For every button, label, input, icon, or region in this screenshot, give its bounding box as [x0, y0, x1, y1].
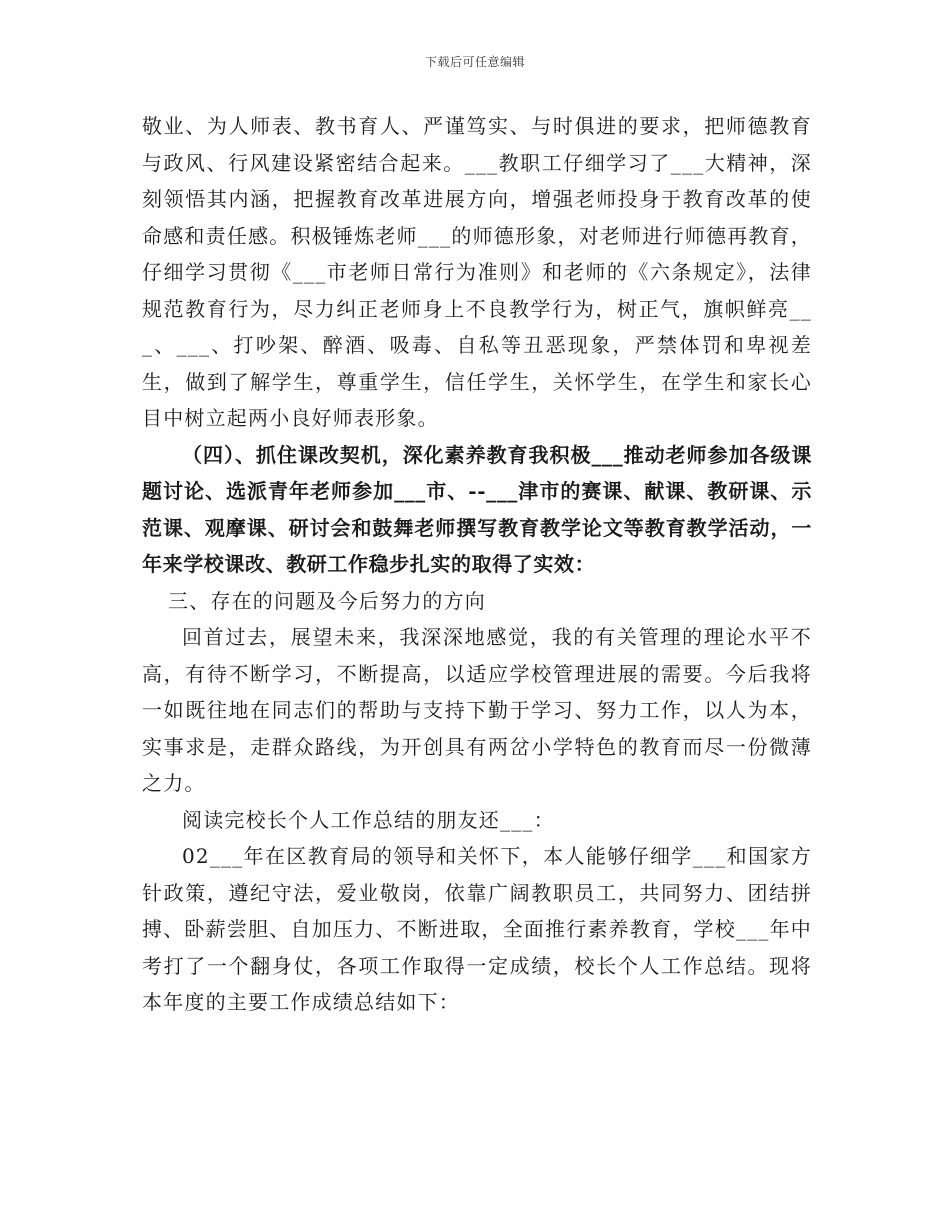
document-body: [142, 108, 812, 1021]
paragraph-annual-summary: 02___年在区教育局的领导和关怀下，本人能够仔细学___和国家方针政策，遵纪守法，爱业敬岗，依靠广阔教职员工，共同努力、团结拼搏、卧薪尝胆、自加压力、不断进取，全面推行素养教育，学校___年中考打了一个翻身仗，各项工作取得一定成绩，校长个人工作总结。现将本年度的主要工作成绩总结如下：: [142, 844, 812, 1014]
section-heading-problems: 三、存在的问题及今后努力的方向: [168, 588, 486, 613]
paragraph-reader-note: 阅读完校长个人工作总结的朋友还___：: [182, 807, 555, 832]
paragraph-teacher-ethics: 敬业、为人师表、教书育人、严谨笃实、与时俱进的要求，把师德教育与政风、行风建设紧密结合起来。___教职工仔细学习了___大精神，深刻领悟其内涵，把握教育改革进展方向，增强老师投身于教育改革的使命感和责任感。积极锤炼老师___的师德形象，对老师进行师德再教育，仔细学习贯彻《___市老师日常行为准则》和老师的《六条规定》，法律规范教育行为，尽力纠正老师身上不良教学行为，树正气，旗帜鲜亮___、___、打吵架、醉酒、吸毒、自私等丑恶现象，严禁体罚和卑视差生，做到了解学生，尊重学生，信任学生，关怀学生，在学生和家长心目中树立起两小良好师表形象。: [142, 114, 812, 430]
paragraph-curriculum-reform: （四）、抓住课改契机，深化素养教育我积极___推动老师参加各级课题讨论、选派青年老师参加___市、--___津市的赛课、献课、教研课、示范课、观摩课、研讨会和鼓舞老师撰写教育教学论文等教育教学活动，一年来学校课改、教研工作稳步扎实的取得了实效：: [142, 442, 812, 576]
paragraph-future-direction: 回首过去，展望未来，我深深地感觉，我的有关管理的理论水平不高，有待不断学习，不断提高，以适应学校管理进展的需要。今后我将一如既往地在同志们的帮助与支持下勤于学习、努力工作，以人为本，实事求是，走群众路线，为开创具有两岔小学特色的教育而尽一份微薄之力。: [142, 625, 812, 795]
page-header: 下载后可任意编辑: [424, 55, 525, 69]
